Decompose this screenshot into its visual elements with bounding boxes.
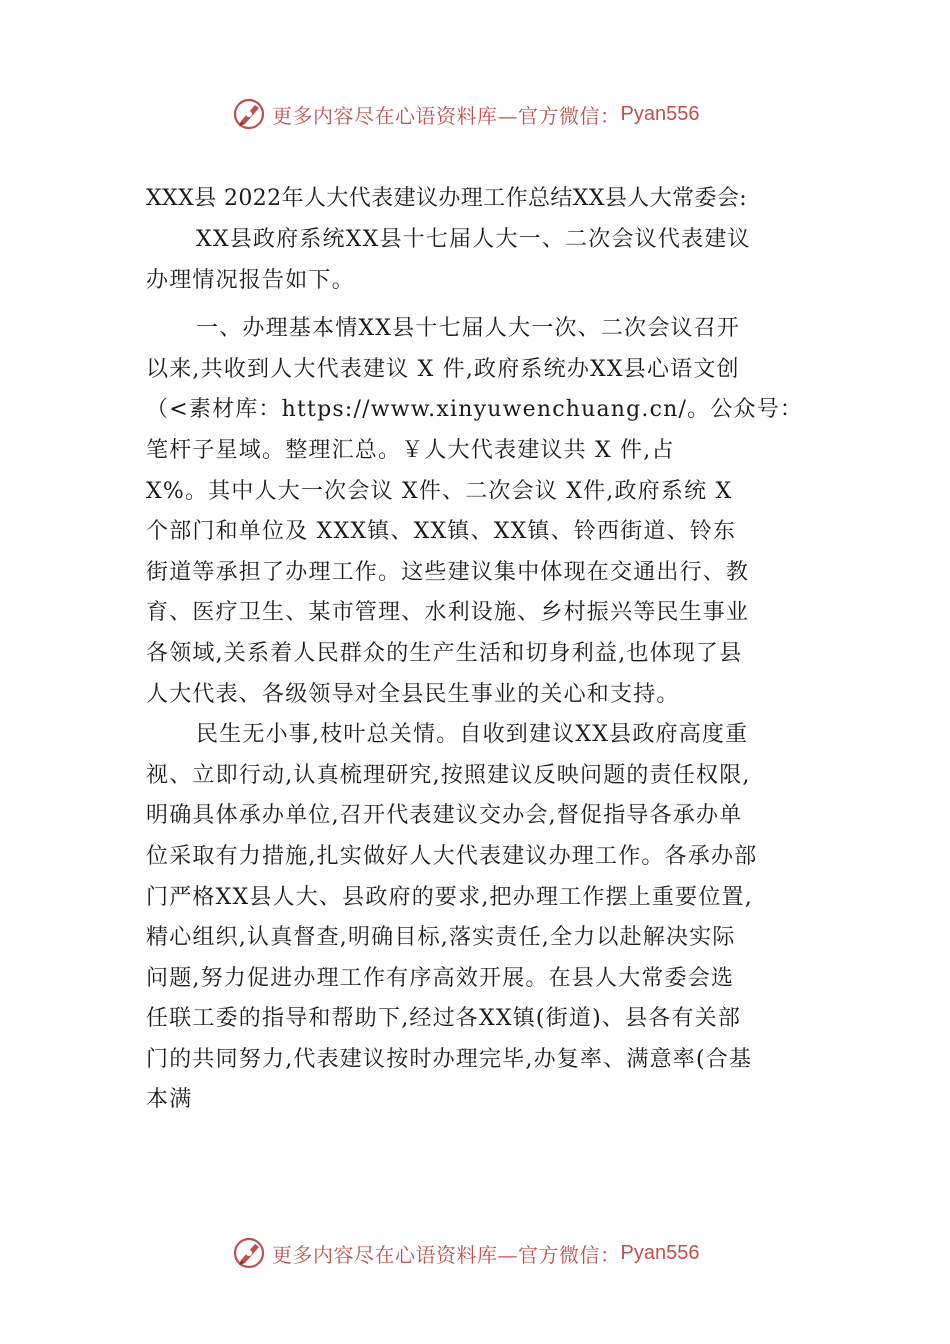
intro-line: XX县政府系统XX县十七届人大一、二次会议代表建议 xyxy=(196,227,751,252)
paragraph-line: 精心组织,认真督查,明确目标,落实责任,全力以赴解决实际 xyxy=(146,925,736,951)
header-banner xyxy=(232,96,699,132)
pen-logo-icon xyxy=(232,1236,266,1270)
paragraph-line: 问题,努力促进办理工作有序高效开展。在县人大常委会选 xyxy=(146,965,735,991)
paragraph-line: 明确具体承办单位,召开代表建议交办会,督促指导各承办单 xyxy=(146,803,743,829)
paragraph-line: 街道等承担了办理工作。这些建议集中体现在交通出行、教 xyxy=(146,559,750,585)
paragraph-line: 本满 xyxy=(146,1087,193,1113)
banner-text: 更多内容尽在心语资料库—官方微信： xyxy=(272,103,621,128)
document-title: XXX县 2022年人大代表建议办理工作总结XX县人大常委会: xyxy=(146,186,748,211)
paragraph-line: 视、立即行动,认真梳理研究,按照建议反映问题的责任权限, xyxy=(146,762,751,788)
paragraph-line: 笔杆子星域。整理汇总。￥人大代表建议共 X 件,占 xyxy=(146,437,675,463)
paragraph-2 xyxy=(146,715,826,1121)
paragraph-line: （<素材库：https://www.xinyuwenchuang.cn/。公众号： xyxy=(146,397,804,423)
wechat-id: Pyan556 xyxy=(620,1241,700,1264)
wechat-id: Pyan556 xyxy=(620,102,700,125)
footer-banner xyxy=(232,1235,699,1271)
paragraph-line: 各领域,关系着人民群众的生产生活和切身利益,也体现了县 xyxy=(146,640,743,666)
paragraph-line: 门的共同努力,代表建议按时办理完毕,办复率、满意率(合基 xyxy=(146,1046,753,1072)
banner-text: 更多内容尽在心语资料库—官方微信： xyxy=(272,1242,621,1267)
intro-line: 办理情况报告如下。 xyxy=(146,267,355,293)
paragraph-line: 门严格XX县人大、县政府的要求,把办理工作摆上重要位置, xyxy=(146,884,753,910)
document-body xyxy=(146,178,826,1121)
paragraph-line: 个部门和单位及 XXX镇、XX镇、XX镇、铃西街道、铃东 xyxy=(146,519,737,545)
paragraph-line: 任联工委的指导和帮助下,经过各XX镇(街道)、县各有关部 xyxy=(146,1006,742,1032)
paragraph-1 xyxy=(146,309,826,715)
paragraph-line: 一、办理基本情XX县十七届人大一次、二次会议召开 xyxy=(196,316,741,342)
paragraph-line: X%。其中人大一次会议 X件、二次会议 X件,政府系统 X xyxy=(146,478,733,504)
paragraph-line: 人大代表、各级领导对全县民生事业的关心和支持。 xyxy=(146,681,680,707)
paragraph-line: 民生无小事,枝叶总关情。自收到建议XX县政府高度重 xyxy=(196,722,749,748)
paragraph-line: 育、医疗卫生、某市管理、水利设施、乡村振兴等民生事业 xyxy=(146,600,750,626)
paragraph-line: 以来,共收到人大代表建议 X 件,政府系统办XX县心语文创 xyxy=(146,356,740,382)
paragraph-line: 位采取有力措施,扎实做好人大代表建议办理工作。各承办部 xyxy=(146,843,758,869)
pen-logo-icon xyxy=(232,97,266,131)
